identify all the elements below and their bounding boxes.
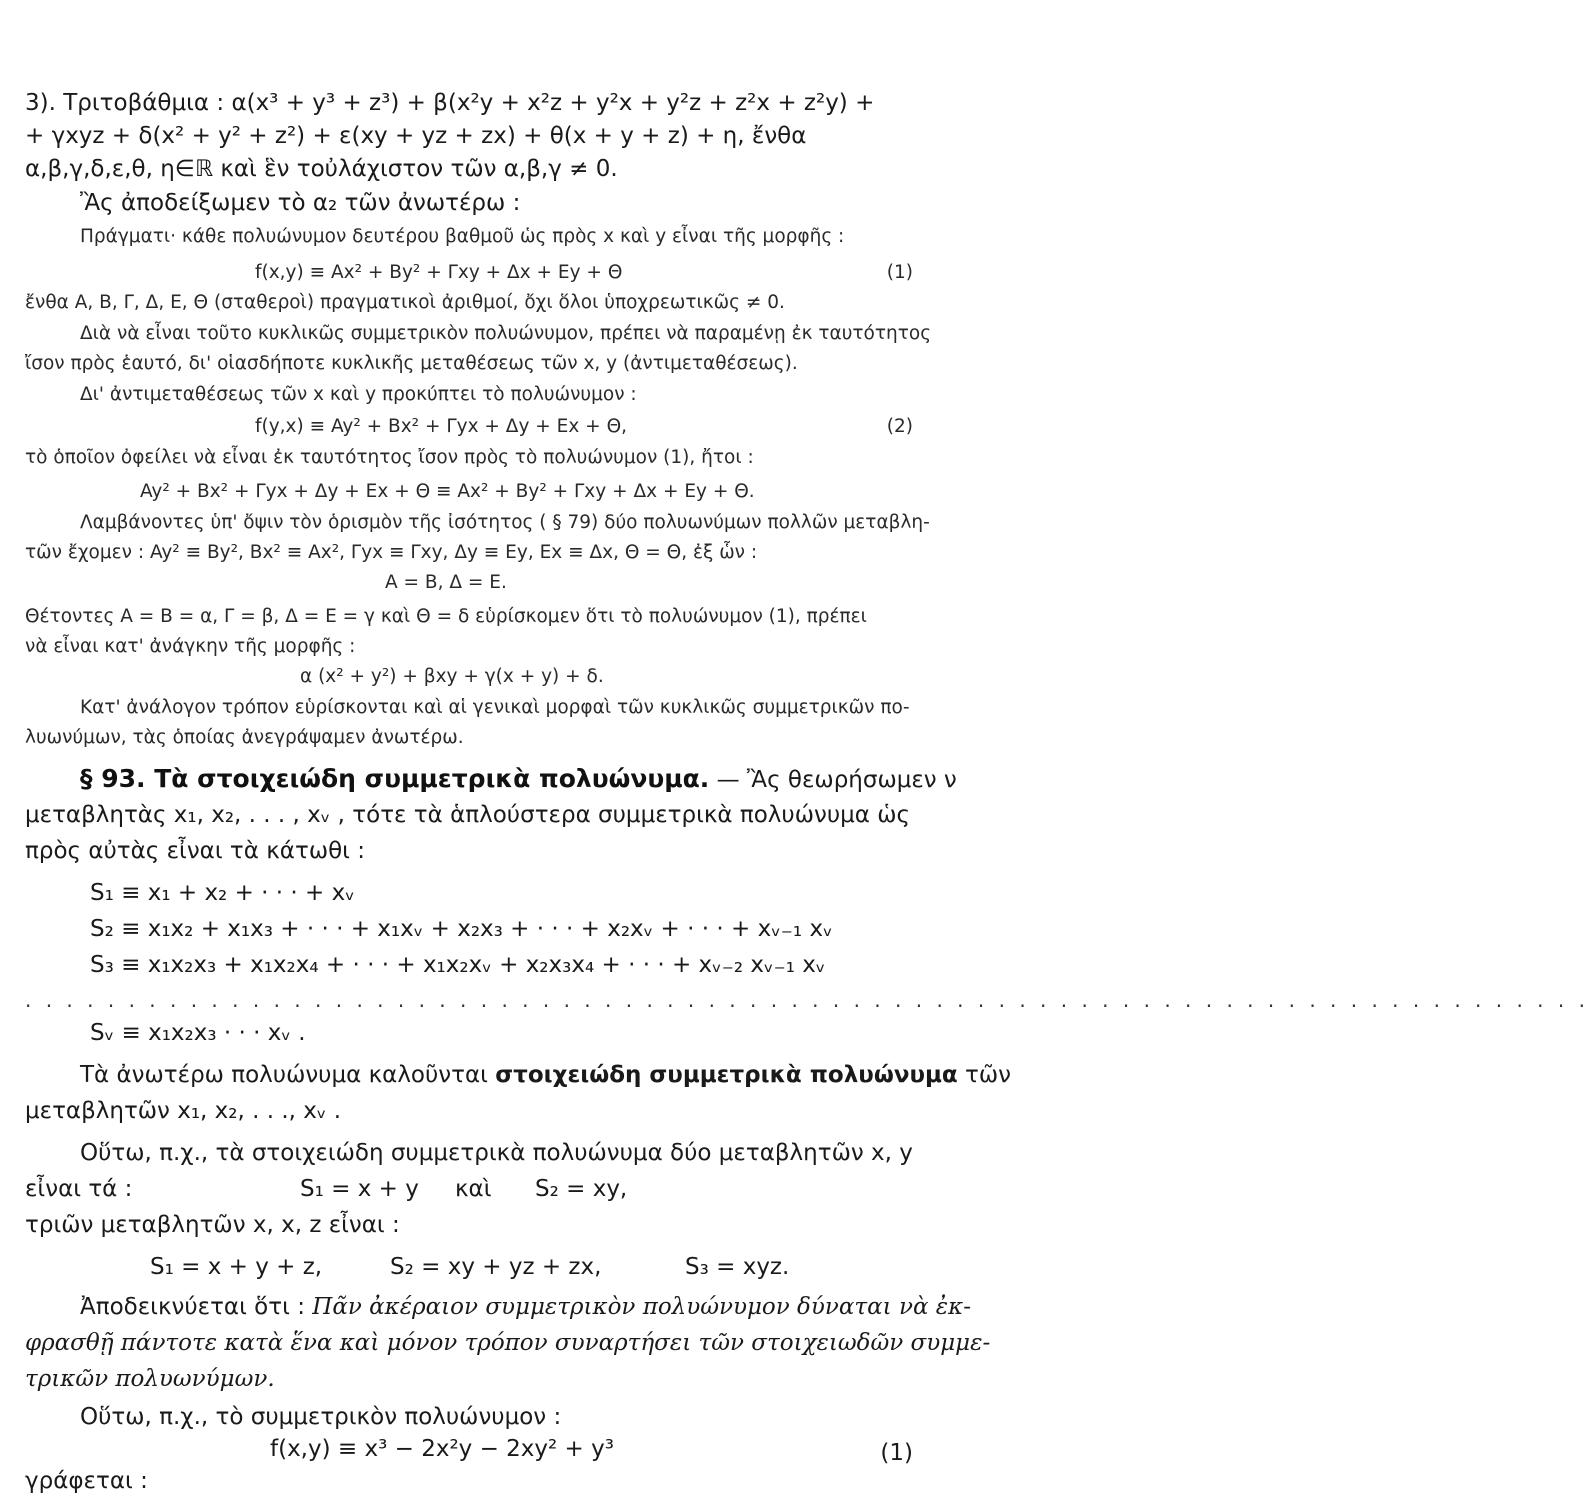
text-line: 3). Τριτοβάθμια : α(x³ + y³ + z³) + β(x²y + x²z + y²x + y²z + z²x + z²y) + — [25, 90, 875, 116]
text-line: μεταβλητὰς x₁, x₂, . . . , xᵥ , τότε τὰ ἁπλούστερα συμμετρικὰ πολυώνυμα ὡς — [25, 802, 911, 828]
text-line: Οὕτω, π.χ., τὰ στοιχειώδη συμμετρικὰ πολυώνυμα δύο μεταβλητῶν x, y — [80, 1140, 913, 1166]
theorem-line: τρικῶν πολυωνύμων. — [25, 1366, 275, 1392]
text-line: τὸ ὁποῖον ὀφείλει νὰ εἶναι ἐκ ταυτότητος ἴσον πρὸς τὸ πολυώνυμον (1), ἤτοι : — [25, 447, 754, 468]
sum-s3: S₃ ≡ x₁x₂x₃ + x₁x₂x₄ + · · · + x₁x₂xᵥ + x₂x₃x₄ + · · · + xᵥ₋₂ xᵥ₋₁ xᵥ — [90, 952, 826, 978]
text-line: ἔνθα A, B, Γ, Δ, E, Θ (σταθεροὶ) πραγματικοὶ ἀριθμοί, ὄχι ὅλοι ὑποχρεωτικῶς ≠ 0. — [25, 292, 785, 313]
equation: S₃ = xyz. — [685, 1254, 790, 1280]
equation: Ay² + Bx² + Γyx + Δy + Ex + Θ ≡ Ax² + By² + Γxy + Δx + Ey + Θ. — [140, 481, 755, 502]
text-line: α,β,γ,δ,ε,θ, η∈ℝ καὶ ἓν τοὐλάχιστον τῶν α,β,γ ≠ 0. — [25, 156, 618, 182]
equation: f(x,y) ≡ x³ − 2x²y − 2xy² + y³ — [270, 1436, 614, 1462]
theorem-line: Ἀποδεικνύεται ὅτι : Πᾶν ἀκέραιον συμμετρικὸν πολυώνυμον δύναται νὰ ἐκ- — [80, 1294, 971, 1320]
section-heading-line — [80, 764, 957, 793]
dotted-row: . . . . . . . . . . . . . . . . . . . . . . . . . . . . . . . . . . . . . . . . . . . . . . . . . . . . . . . . . . . . . . . . . . . . . . . . . . . . — [25, 988, 1589, 1012]
text-line: Θέτοντες A = B = α, Γ = β, Δ = E = γ καὶ Θ = δ εὑρίσκομεν ὅτι τὸ πολυώνυμον (1), πρέπει — [25, 606, 867, 627]
equation: S₂ = xy, — [535, 1176, 628, 1202]
equation-number: (1) — [880, 1440, 913, 1466]
text-line: λυωνύμων, τὰς ὁποίας ἀνεγράψαμεν ἀνωτέρω. — [25, 727, 464, 748]
equation: S₁ = x + y — [300, 1176, 419, 1202]
section-heading: § 93. Τὰ στοιχειώδη συμμετρικὰ πολυώνυμα. — [80, 764, 710, 793]
definition-line: Τὰ ἀνωτέρω πολυώνυμα καλοῦνται στοιχειώδη συμμετρικὰ πολυώνυμα τῶν — [80, 1062, 1012, 1088]
text-line: εἶναι τά : — [25, 1176, 133, 1202]
text-line: Λαμβάνοντες ὑπ' ὄψιν τὸν ὁρισμὸν τῆς ἰσότητος ( § 79) δύο πολυωνύμων πολλῶν μεταβλη- — [80, 512, 930, 533]
text-line: τῶν ἔχομεν : Ay² ≡ By², Bx² ≡ Ax², Γyx ≡ Γxy, Δy ≡ Ey, Ex ≡ Δx, Θ = Θ, ἐξ ὧν : — [25, 542, 758, 563]
text-line: νὰ εἶναι κατ' ἀνάγκην τῆς μορφῆς : — [25, 636, 356, 657]
text-line: τριῶν μεταβλητῶν x, x, z εἶναι : — [25, 1212, 400, 1238]
sum-sv: Sᵥ ≡ x₁x₂x₃ · · · xᵥ . — [90, 1020, 306, 1046]
text-line: μεταβλητῶν x₁, x₂, . . ., xᵥ . — [25, 1098, 342, 1124]
text-line: γράφεται : — [25, 1468, 148, 1494]
equation-number: (1) — [886, 262, 913, 283]
text-line: Οὕτω, π.χ., τὸ συμμετρικὸν πολυώνυμον : — [80, 1404, 562, 1430]
sum-s1: S₁ ≡ x₁ + x₂ + · · · + xᵥ — [90, 880, 355, 906]
equation-number: (2) — [886, 416, 913, 437]
sum-s2: S₂ ≡ x₁x₂ + x₁x₃ + · · · + x₁xᵥ + x₂x₃ + · · · + x₂xᵥ + · · · + xᵥ₋₁ xᵥ — [90, 916, 833, 942]
equation: S₁ = x + y + z, — [150, 1254, 323, 1280]
section-lead: — Ἂς θεωρήσωμεν ν — [709, 767, 957, 793]
text-line: ἴσον πρὸς ἑαυτό, δι' οἱασδήποτε κυκλικῆς μεταθέσεως τῶν x, y (ἀντιμεταθέσεως). — [25, 353, 798, 374]
text-line: Κατ' ἀνάλογον τρόπον εὑρίσκονται καὶ αἱ γενικαὶ μορφαὶ τῶν κυκλικῶς συμμετρικῶν πο- — [80, 697, 910, 718]
text-line: Πράγματι· κάθε πολυώνυμον δευτέρου βαθμοῦ ὡς πρὸς x καὶ y εἶναι τῆς μορφῆς : — [80, 226, 845, 247]
text-line: Διὰ νὰ εἶναι τοῦτο κυκλικῶς συμμετρικὸν πολυώνυμον, πρέπει νὰ παραμένῃ ἐκ ταυτότητος — [80, 323, 932, 344]
text-line: πρὸς αὐτὰς εἶναι τὰ κάτωθι : — [25, 838, 365, 864]
equation: α (x² + y²) + βxy + γ(x + y) + δ. — [300, 666, 604, 687]
text-line: Ἂς ἀποδείξωμεν τὸ α₂ τῶν ἀνωτέρω : — [80, 190, 521, 216]
text-word: καὶ — [455, 1176, 492, 1202]
equation: f(x,y) ≡ Ax² + By² + Γxy + Δx + Ey + Θ — [255, 262, 623, 283]
text-line: Δι' ἀντιμεταθέσεως τῶν x καὶ y προκύπτει τὸ πολυώνυμον : — [80, 384, 637, 405]
theorem-line: φρασθῇ πάντοτε κατὰ ἕνα καὶ μόνον τρόπον συναρτήσει τῶν στοιχειωδῶν συμμε- — [25, 1330, 991, 1356]
text-line: + γxyz + δ(x² + y² + z²) + ε(xy + yz + zx) + θ(x + y + z) + η, ἔνθα — [25, 123, 807, 149]
equation: f(y,x) ≡ Ay² + Bx² + Γyx + Δy + Ex + Θ, — [255, 416, 628, 437]
equation: S₂ = xy + yz + zx, — [390, 1254, 602, 1280]
equation: A = B, Δ = E. — [385, 572, 507, 593]
